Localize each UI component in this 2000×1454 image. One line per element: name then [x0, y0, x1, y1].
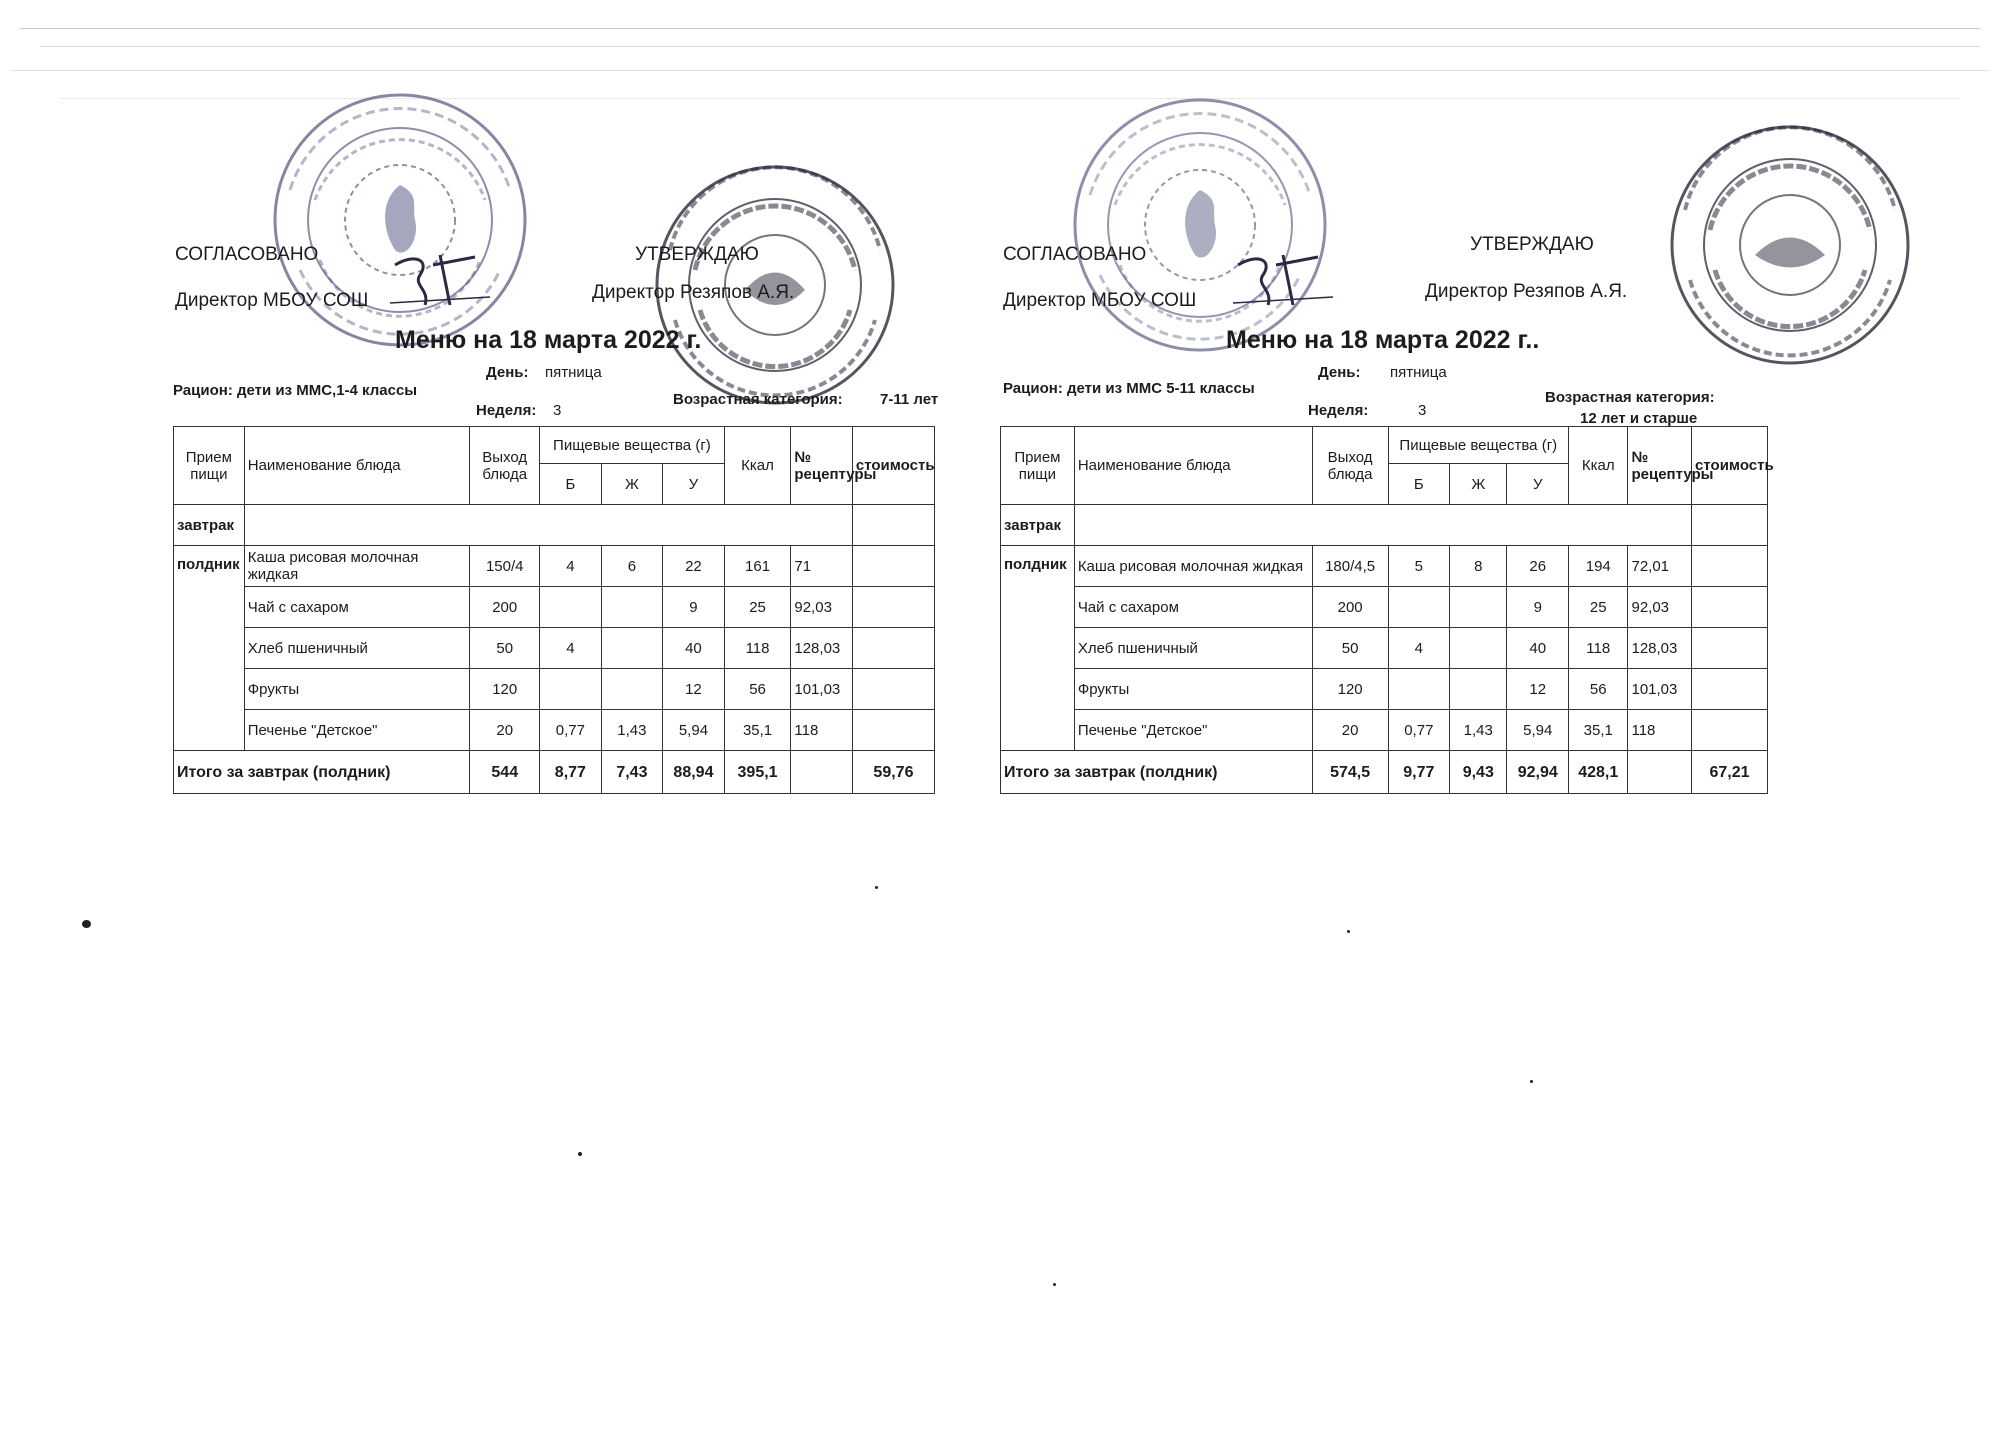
cell-u: 12 — [663, 669, 725, 710]
cell-b: 0,77 — [540, 710, 602, 751]
age-category-value: 12 лет и старше — [1580, 410, 1698, 427]
cell-zh: 8 — [1450, 546, 1507, 587]
meal-name-snack: полдник — [174, 546, 245, 751]
total-kcal: 395,1 — [724, 751, 791, 794]
header-yield: Выход блюда — [1312, 427, 1388, 505]
table-row — [1001, 546, 1768, 587]
signature — [1228, 245, 1338, 315]
table-header-row — [1001, 427, 1768, 464]
total-b: 8,77 — [540, 751, 602, 794]
agreed-label: СОГЛАСОВАНО — [1003, 244, 1147, 265]
agreed-label: СОГЛАСОВАНО — [175, 244, 319, 265]
ration-label: Рацион: дети из ММС,1-4 классы — [173, 382, 418, 399]
cell-u: 9 — [1507, 587, 1569, 628]
menu-table — [173, 426, 935, 794]
cell-kcal: 25 — [1569, 587, 1628, 628]
header-cost: стоимость — [1692, 427, 1768, 505]
cell-b: 0,77 — [1388, 710, 1450, 751]
cell-kcal: 25 — [724, 587, 791, 628]
cell-cost — [1692, 628, 1768, 669]
total-yield: 574,5 — [1312, 751, 1388, 794]
table-row — [174, 710, 935, 751]
menu-title: Меню на 18 марта 2022 г.. — [1226, 326, 1540, 354]
header-recipe: № рецептуры — [1628, 427, 1692, 505]
menu-title: Меню на 18 марта 2022 г. — [395, 326, 702, 354]
day-label: День: — [486, 364, 529, 381]
cell-recipe: 71 — [791, 546, 853, 587]
total-cost: 67,21 — [1692, 751, 1768, 794]
header-b: Б — [1388, 464, 1450, 505]
dish-name: Чай с сахаром — [1074, 587, 1312, 628]
cell-cost — [852, 587, 934, 628]
cell-kcal: 35,1 — [724, 710, 791, 751]
age-category-label: Возрастная категория: — [1545, 389, 1715, 406]
header-yield: Выход блюда — [470, 427, 540, 505]
cell-recipe: 92,03 — [1628, 587, 1692, 628]
table-row-meal — [174, 505, 935, 546]
cell-yield: 20 — [1312, 710, 1388, 751]
cell-u: 40 — [1507, 628, 1569, 669]
total-b: 9,77 — [1388, 751, 1450, 794]
table-row — [174, 546, 935, 587]
week-value: 3 — [1418, 402, 1427, 419]
cell-kcal: 194 — [1569, 546, 1628, 587]
cell-kcal: 118 — [1569, 628, 1628, 669]
header-u: У — [663, 464, 725, 505]
dish-name: Хлеб пшеничный — [244, 628, 470, 669]
cell-kcal: 35,1 — [1569, 710, 1628, 751]
cell-b — [540, 669, 602, 710]
cell-recipe: 128,03 — [791, 628, 853, 669]
cell-zh — [1450, 669, 1507, 710]
cell-u: 9 — [663, 587, 725, 628]
cell-yield: 200 — [1312, 587, 1388, 628]
header-meal: Прием пищи — [1001, 427, 1075, 505]
total-label: Итого за завтрак (полдник) — [1001, 751, 1313, 794]
header-zh: Ж — [601, 464, 663, 505]
table-row — [174, 587, 935, 628]
day-value: пятница — [1390, 364, 1447, 381]
cell-b — [1388, 587, 1450, 628]
total-recipe — [791, 751, 853, 794]
table-row-meal — [1001, 505, 1768, 546]
cell-yield: 50 — [470, 628, 540, 669]
agreed-signer: Директор МБОУ СОШ — [1003, 290, 1197, 311]
cell-zh — [601, 628, 663, 669]
cell-cost — [852, 546, 934, 587]
total-zh: 9,43 — [1450, 751, 1507, 794]
total-u: 88,94 — [663, 751, 725, 794]
table-row — [1001, 628, 1768, 669]
cell-u: 12 — [1507, 669, 1569, 710]
cell-yield: 20 — [470, 710, 540, 751]
dish-name: Печенье "Детское" — [244, 710, 470, 751]
cell-u: 5,94 — [1507, 710, 1569, 751]
empty-cell — [1692, 505, 1768, 546]
header-nutrients: Пищевые вещества (г) — [1388, 427, 1568, 464]
cell-u: 22 — [663, 546, 725, 587]
header-kcal: Ккал — [1569, 427, 1628, 505]
approved-label: УТВЕРЖДАЮ — [1470, 234, 1594, 255]
cell-b: 4 — [540, 546, 602, 587]
cell-recipe: 128,03 — [1628, 628, 1692, 669]
dish-name: Чай с сахаром — [244, 587, 470, 628]
cell-recipe: 118 — [791, 710, 853, 751]
cell-kcal: 56 — [724, 669, 791, 710]
menu-sheet-right — [1000, 0, 2000, 1454]
meal-name-breakfast: завтрак — [1001, 505, 1075, 546]
total-u: 92,94 — [1507, 751, 1569, 794]
day-label: День: — [1318, 364, 1361, 381]
meal-name-breakfast: завтрак — [174, 505, 245, 546]
header-recipe: № рецептуры — [791, 427, 853, 505]
cell-recipe: 101,03 — [1628, 669, 1692, 710]
approved-signer: Директор Резяпов А.Я. — [592, 282, 795, 303]
cell-cost — [852, 669, 934, 710]
week-label: Неделя: — [476, 402, 537, 419]
cell-yield: 150/4 — [470, 546, 540, 587]
cell-kcal: 56 — [1569, 669, 1628, 710]
cell-cost — [1692, 546, 1768, 587]
dish-name: Печенье "Детское" — [1074, 710, 1312, 751]
header-dish: Наименование блюда — [244, 427, 470, 505]
cell-cost — [852, 710, 934, 751]
empty-cell — [1074, 505, 1691, 546]
total-cost: 59,76 — [852, 751, 934, 794]
ration-label: Рацион: дети из ММС 5-11 классы — [1003, 380, 1255, 397]
cell-kcal: 118 — [724, 628, 791, 669]
table-row — [1001, 669, 1768, 710]
cell-b — [540, 587, 602, 628]
header-u: У — [1507, 464, 1569, 505]
header-b: Б — [540, 464, 602, 505]
total-yield: 544 — [470, 751, 540, 794]
table-header-row — [174, 427, 935, 464]
header-dish: Наименование блюда — [1074, 427, 1312, 505]
signature — [385, 245, 495, 315]
cell-yield: 180/4,5 — [1312, 546, 1388, 587]
approved-signer: Директор Резяпов А.Я. — [1425, 281, 1628, 302]
total-zh: 7,43 — [601, 751, 663, 794]
dish-name: Каша рисовая молочная жидкая — [1074, 546, 1312, 587]
cell-zh: 1,43 — [1450, 710, 1507, 751]
cell-zh — [1450, 628, 1507, 669]
table-row — [1001, 710, 1768, 751]
cell-zh — [601, 669, 663, 710]
entrepreneur-seal-stamp — [1665, 120, 1915, 370]
municipal-seal-stamp — [1070, 95, 1330, 355]
dish-name: Каша рисовая молочная жидкая — [244, 546, 470, 587]
cell-cost — [1692, 710, 1768, 751]
cell-recipe: 118 — [1628, 710, 1692, 751]
cell-zh: 6 — [601, 546, 663, 587]
table-total-row — [174, 751, 935, 794]
cell-cost — [852, 628, 934, 669]
cell-yield: 50 — [1312, 628, 1388, 669]
cell-yield: 120 — [470, 669, 540, 710]
cell-u: 5,94 — [663, 710, 725, 751]
age-category-value: 7-11 лет — [880, 391, 939, 408]
cell-recipe: 92,03 — [791, 587, 853, 628]
cell-zh — [601, 587, 663, 628]
cell-b: 4 — [540, 628, 602, 669]
cell-kcal: 161 — [724, 546, 791, 587]
cell-cost — [1692, 587, 1768, 628]
table-row — [174, 628, 935, 669]
header-meal: Прием пищи — [174, 427, 245, 505]
header-nutrients: Пищевые вещества (г) — [540, 427, 725, 464]
cell-recipe: 72,01 — [1628, 546, 1692, 587]
cell-b: 5 — [1388, 546, 1450, 587]
cell-u: 26 — [1507, 546, 1569, 587]
dish-name: Хлеб пшеничный — [1074, 628, 1312, 669]
cell-u: 40 — [663, 628, 725, 669]
table-total-row — [1001, 751, 1768, 794]
cell-yield: 200 — [470, 587, 540, 628]
dish-name: Фрукты — [244, 669, 470, 710]
total-label: Итого за завтрак (полдник) — [174, 751, 470, 794]
week-label: Неделя: — [1308, 402, 1369, 419]
cell-b — [1388, 669, 1450, 710]
approved-label: УТВЕРЖДАЮ — [635, 244, 759, 265]
header-kcal: Ккал — [724, 427, 791, 505]
empty-cell — [852, 505, 934, 546]
empty-cell — [244, 505, 852, 546]
cell-recipe: 101,03 — [791, 669, 853, 710]
agreed-signer: Директор МБОУ СОШ — [175, 290, 369, 311]
cell-zh — [1450, 587, 1507, 628]
header-zh: Ж — [1450, 464, 1507, 505]
week-value: 3 — [553, 402, 562, 419]
cell-zh: 1,43 — [601, 710, 663, 751]
cell-yield: 120 — [1312, 669, 1388, 710]
age-category-label: Возрастная категория: — [673, 391, 843, 408]
header-cost: стоимость — [852, 427, 934, 505]
menu-table — [1000, 426, 1774, 794]
table-row — [1001, 587, 1768, 628]
dish-name: Фрукты — [1074, 669, 1312, 710]
cell-cost — [1692, 669, 1768, 710]
day-value: пятница — [545, 364, 602, 381]
total-kcal: 428,1 — [1569, 751, 1628, 794]
table-row — [174, 669, 935, 710]
cell-b: 4 — [1388, 628, 1450, 669]
meal-name-snack: полдник — [1001, 546, 1075, 751]
total-recipe — [1628, 751, 1692, 794]
